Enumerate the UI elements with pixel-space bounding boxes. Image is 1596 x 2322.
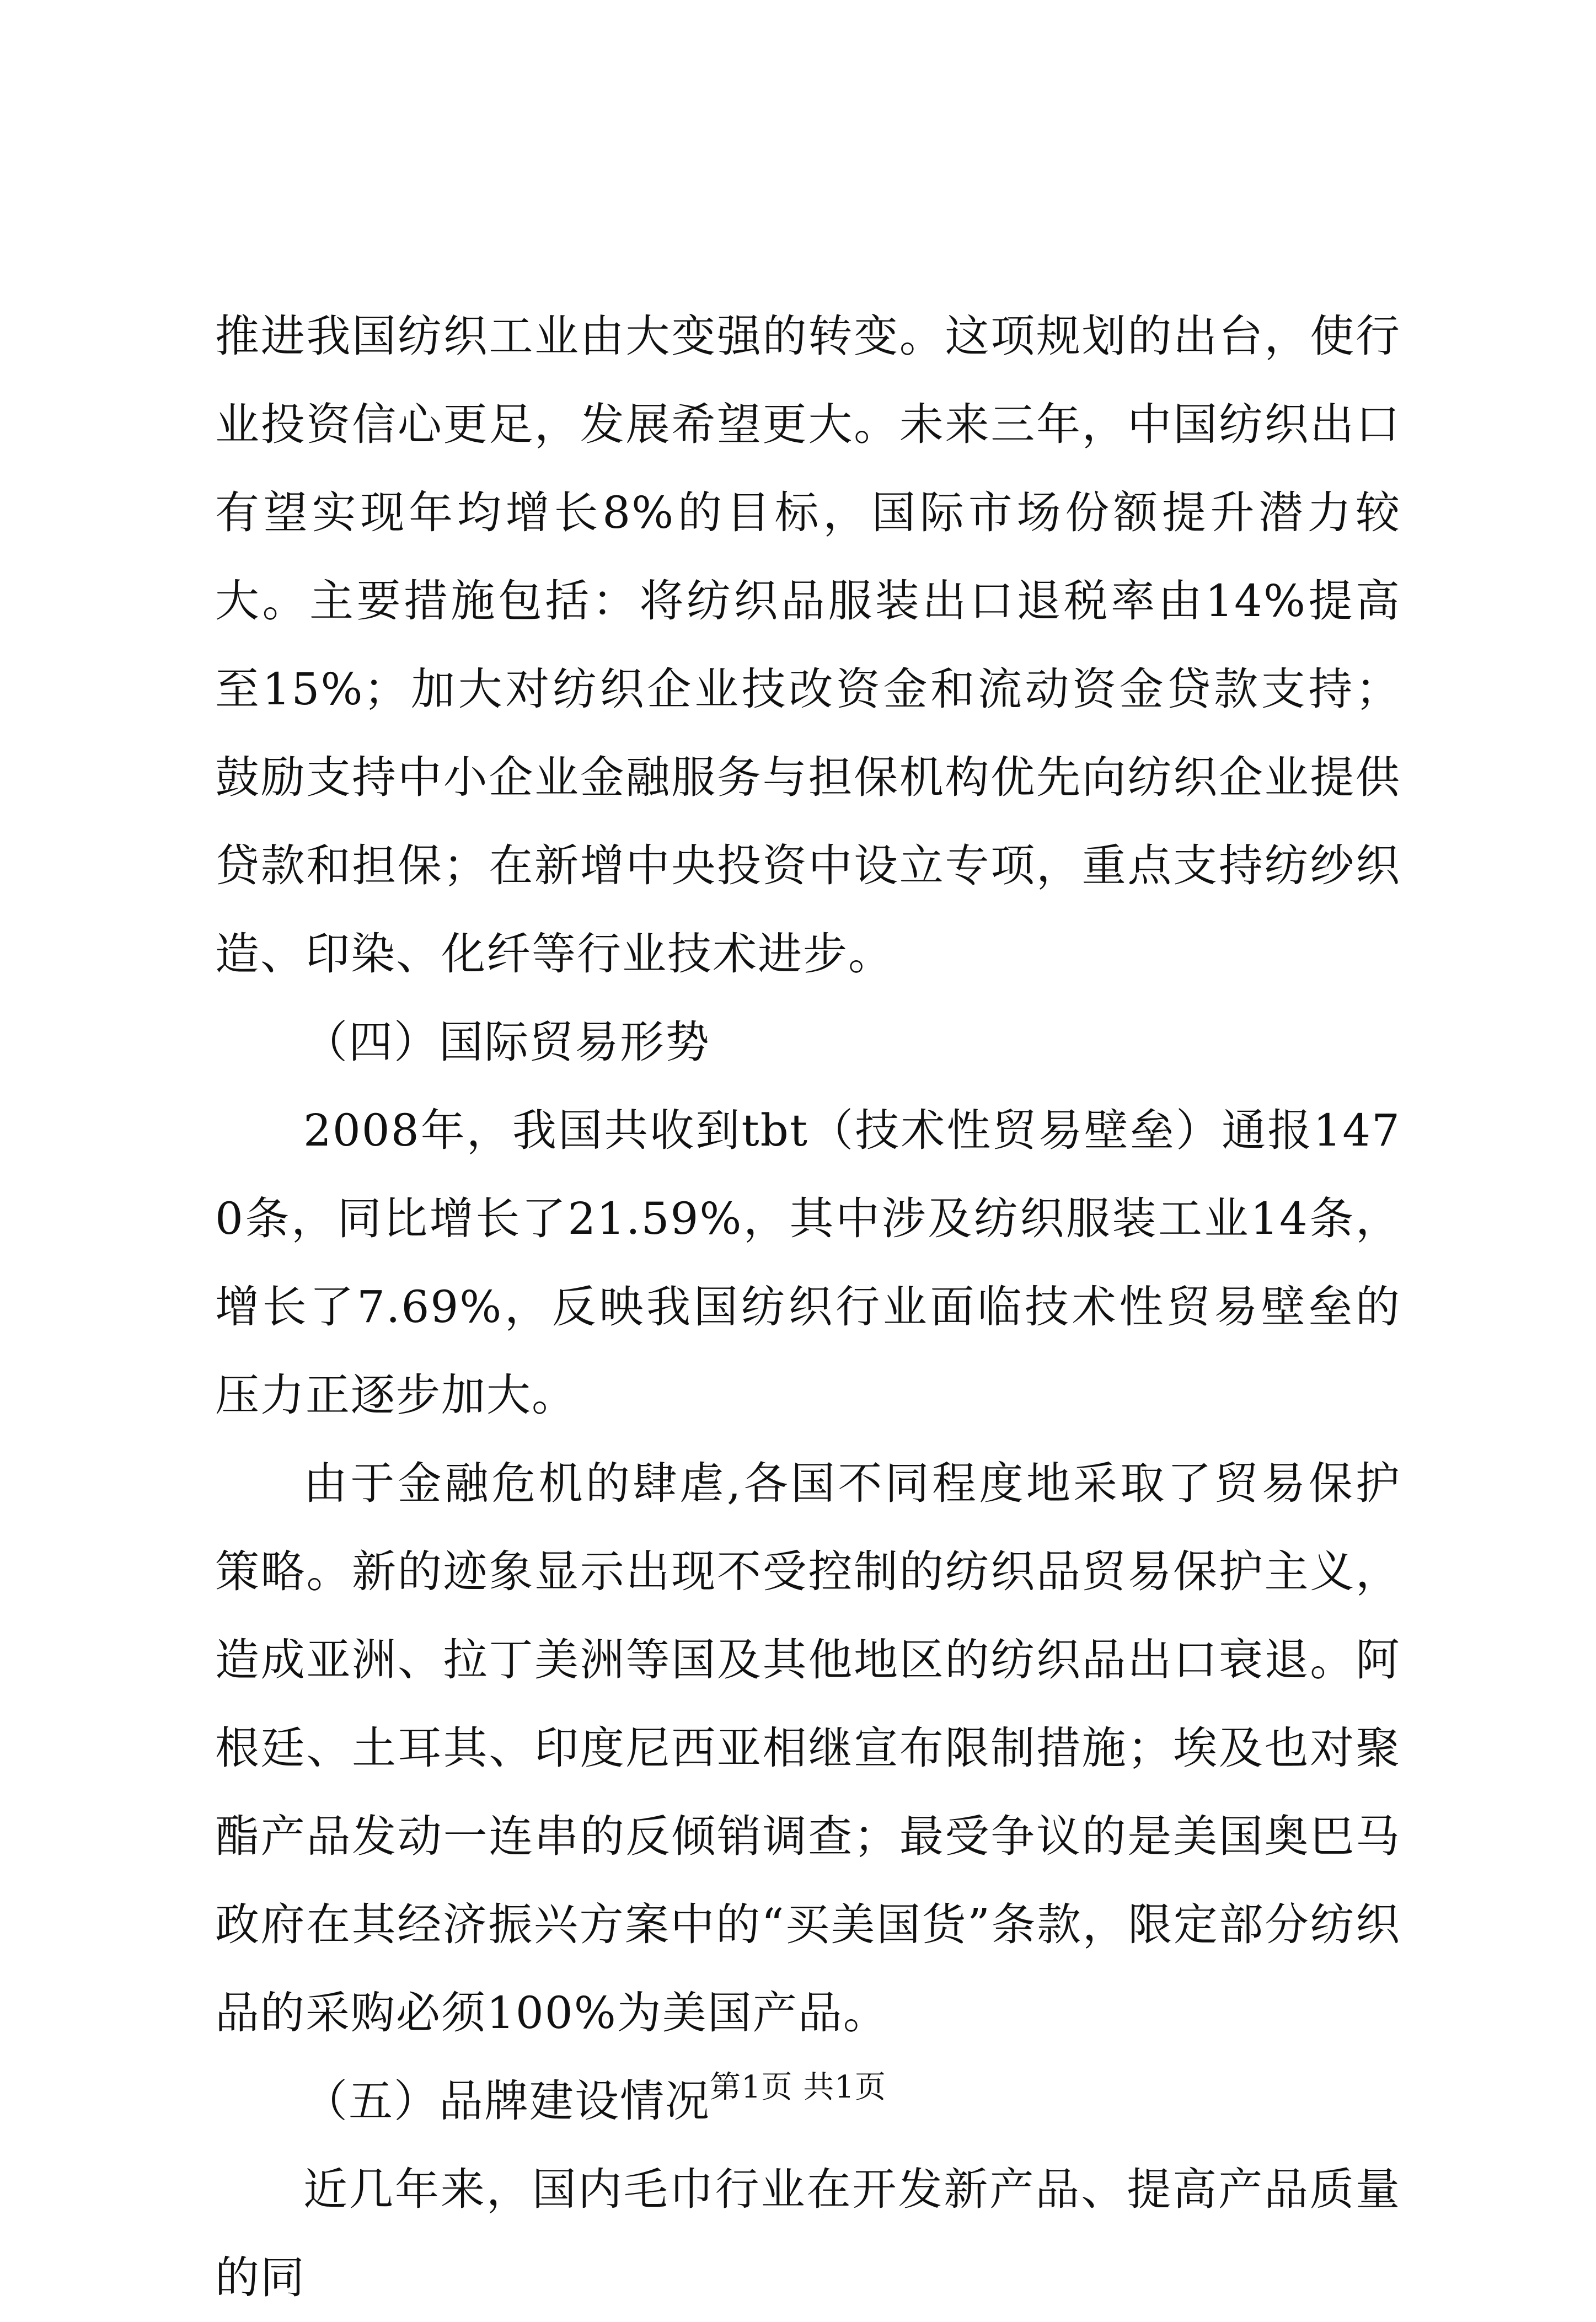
page-footer: 第1页 共1页 [709, 2069, 887, 2105]
section-heading-brand-building: （五）品牌建设情况 [303, 2075, 710, 2127]
document-body [215, 292, 1401, 2322]
paragraph-towel-industry: 近几年来，国内毛巾行业在开发新产品、提高产品质量的同 [215, 2164, 1401, 2303]
paragraph-trade-protectionism: 由于金融危机的肆虐,各国不同程度地采取了贸易保护策略。新的迹象显示出现不受控制的纺织品贸易保护主义，造成亚洲、拉丁美洲等国及其他地区的纺织品出口衰退。阿根廷、土耳其、印度尼西亚相继宣布限制措施；埃及也对聚酯产品发动一连串的反倾销调查；最受争议的是美国奥巴马政府在其经济振兴方案中的“买美国货”条款，限定部分纺织品的采购必须100%为美国产品。 [215, 1458, 1401, 2039]
section-heading-international-trade: （四）国际贸易形势 [303, 1016, 710, 1068]
paragraph-planning-measures: 推进我国纺织工业由大变强的转变。这项规划的出台，使行业投资信心更足，发展希望更大。未来三年，中国纺织出口有望实现年均增长8%的目标，国际市场份额提升潜力较大。主要措施包括：将纺织品服装出口退税率由14%提高至15%；加大对纺织企业技改资金和流动资金贷款支持；鼓励支持中小企业金融服务与担保机构优先向纺织企业提供贷款和担保；在新增中央投资中设立专项，重点支持纺纱织造、印染、化纤等行业技术进步。 [215, 311, 1401, 980]
paragraph-tbt-notifications: 2008年，我国共收到tbt（技术性贸易壁垒）通报1470条，同比增长了21.59%，其中涉及纺织服装工业14条，增长了7.69%，反映我国纺织行业面临技术性贸易壁垒的压力正逐步加大。 [215, 1105, 1401, 1421]
